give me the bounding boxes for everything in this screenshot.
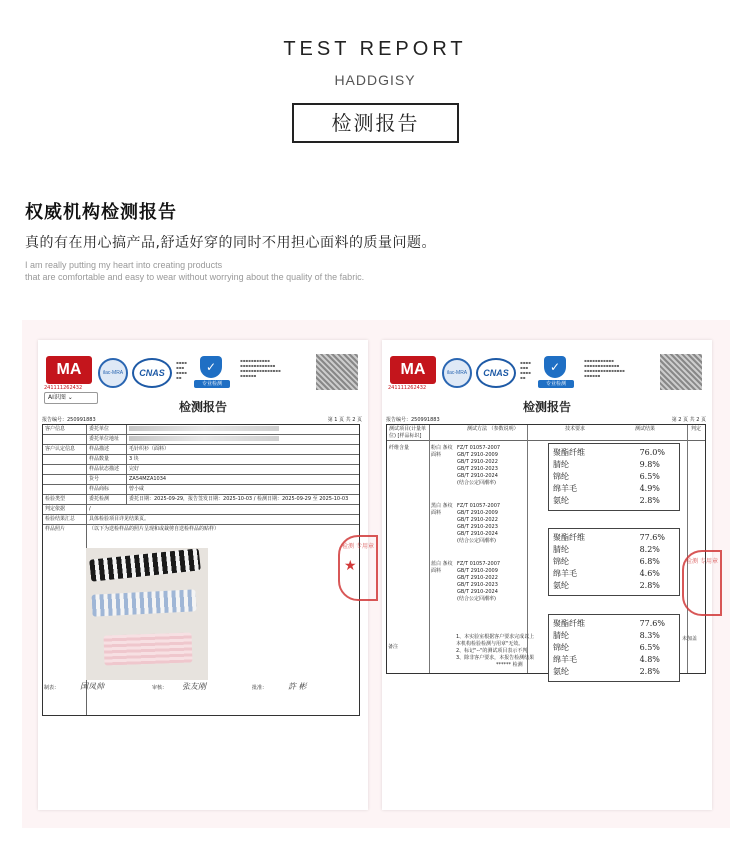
page-number: 第 2 页 共 2 页 [671, 417, 706, 423]
fiber-name: 绵羊毛 [553, 569, 577, 578]
standard-item: FZ/T 01057-2007 [457, 561, 501, 567]
section-banner: 检测报告 [292, 103, 459, 143]
result-row [553, 666, 675, 678]
report-page-1 [38, 340, 374, 810]
approved-by-label: 批准： [252, 685, 268, 691]
row-value: 委托日期：2025-09-29，报告签发日期：2025-10-03 / 检测日期：2025-09-29 至 2025-10-03 [129, 496, 349, 502]
end-mark: ****** 检测 [496, 662, 523, 668]
seal-star-icon: ★ [344, 558, 357, 574]
standard-item: GB/T 2910-2022 [457, 575, 498, 581]
check-shield-icon: ✓ [200, 356, 222, 378]
fiber-name: 氨纶 [553, 496, 569, 505]
result-box-3 [548, 614, 680, 682]
row-key: 样品照片 [43, 525, 87, 715]
standard-item: GB/T 2910-2022 [457, 517, 498, 523]
standard-item: GB/T 2910-2009 [457, 510, 498, 516]
page-number: 第 1 页 共 2 页 [327, 417, 362, 423]
fiber-percent: 9.8% [639, 460, 660, 469]
result-row [553, 495, 675, 507]
standard-item: FZ/T 01057-2007 [457, 503, 501, 509]
row-key [43, 475, 87, 484]
result-row [553, 532, 675, 544]
fiber-percent: 4.8% [639, 655, 660, 664]
standard-item: GB/T 2910-2023 [457, 524, 498, 530]
test-standards-list [457, 561, 527, 603]
fiber-name: 锦纶 [553, 643, 569, 652]
row-key [43, 435, 87, 444]
row-value: 3 块 [129, 456, 139, 462]
standard-item: FZ/T 01057-2007 [457, 445, 501, 451]
standard-item: GB/T 2910-2009 [457, 568, 498, 574]
reviewed-by-signature: 张友刚 [182, 682, 206, 691]
table-row [43, 495, 359, 505]
fiber-percent: 6.5% [639, 643, 660, 652]
reviewed-by-label: 审核： [152, 685, 168, 691]
column-header: 测试项目(计量单位) [样品标识] [389, 426, 426, 439]
sample-color-label: 黑白 条纹 面料 [431, 503, 453, 516]
fiber-percent: 8.3% [639, 631, 660, 640]
standard-item: (结合公定回潮率) [457, 538, 496, 544]
standard-item: GB/T 2910-2022 [457, 459, 498, 465]
sample-photo [86, 548, 208, 680]
row-value: ZA54MZA1034 [129, 476, 167, 482]
row-subkey: 样品状态描述 [87, 465, 127, 474]
official-seal-stamp: 检测 专用章 [682, 550, 722, 616]
cma-number: 241111262432 [44, 385, 83, 391]
result-row [553, 568, 675, 580]
row-subkey: 委托单位 [87, 425, 127, 434]
fiber-name: 锦纶 [553, 557, 569, 566]
standard-item: (结合公定回潮率) [457, 480, 496, 486]
standard-item: GB/T 2910-2024 [457, 589, 498, 595]
row-value: 毛针织衫（面料） [129, 446, 170, 452]
note-item: 3、除非客户要求，本报告检测结果 [456, 655, 535, 661]
fiber-name: 聚酯纤维 [553, 533, 585, 542]
redacted-value [127, 425, 359, 434]
row-value: / [89, 506, 91, 512]
row-value: 曾小咸 [129, 486, 145, 492]
row-subkey: 样品数量 [87, 455, 127, 464]
prepared-by-label: 制表： [44, 685, 60, 691]
fiber-percent: 6.5% [639, 472, 660, 481]
certification-logos [388, 352, 708, 392]
fiber-percent: 4.6% [639, 569, 660, 578]
section-description: 真的有在用心搞产品,舒适好穿的同时不用担心面料的质量问题。 [25, 235, 436, 251]
standard-item: GB/T 2910-2024 [457, 473, 498, 479]
cma-number: 241111262432 [388, 385, 427, 391]
column-header: 判定 [691, 426, 702, 432]
row-subkey: 样品商标 [87, 485, 127, 494]
fiber-percent: 4.9% [639, 484, 660, 493]
ilac-mra-logo [442, 358, 472, 388]
result-row [553, 447, 675, 459]
result-row [553, 642, 675, 654]
fiber-name: 聚酯纤维 [553, 448, 585, 457]
row-subkey: 委托单位地址 [87, 435, 127, 444]
accreditation-fine-print: ▪▪▪▪ ▪▪▪ ▪▪▪▪ ▪▪ [176, 360, 187, 380]
sample-color-label: 蓝白 条纹 面料 [431, 561, 453, 574]
ilac-mra-label: ilac-MRA [102, 370, 124, 376]
report-title: 检测报告 [178, 400, 227, 414]
result-row [553, 556, 675, 568]
column-header: 技术要求 [565, 426, 586, 432]
fiber-percent: 8.2% [639, 545, 660, 554]
table-row [43, 465, 359, 475]
section-english-line-2: that are comfortable and easy to wear without worrying about the quality of the fabric. [25, 272, 365, 282]
ai-recognize-button[interactable]: AI识图 ⌄ [44, 392, 98, 404]
table-row [43, 435, 359, 445]
qr-code-image [660, 354, 702, 390]
row-key: 检验类型 [43, 495, 87, 504]
fiber-name: 氨纶 [553, 581, 569, 590]
table-row [43, 475, 359, 485]
test-standards-list [457, 445, 527, 487]
ilac-mra-logo [98, 358, 128, 388]
table-header-row [387, 425, 705, 441]
row-value: 完好 [129, 466, 140, 472]
test-item-label: 纤维含量 [389, 445, 410, 451]
lab-contact-fine-print: ▪▪▪▪▪▪▪▪▪▪▪ ▪▪▪▪▪▪▪▪▪▪▪▪▪ ▪▪▪▪▪▪▪▪▪▪▪▪▪▪▪ ▪▪▪▪▪▪ [584, 358, 625, 378]
fiber-percent: 76.0% [639, 448, 665, 457]
column-header: 测试结果 [635, 426, 656, 432]
shield-label: 专业检测 [194, 380, 230, 388]
result-row [553, 580, 675, 592]
fiber-name: 氨纶 [553, 667, 569, 676]
result-box-2 [548, 528, 680, 596]
cnas-logo: CNAS [476, 358, 516, 388]
standard-item: GB/T 2910-2023 [457, 582, 498, 588]
row-subkey: 货号 [87, 475, 127, 484]
check-shield-icon: ✓ [544, 356, 566, 378]
table-row [43, 445, 359, 455]
result-row [553, 654, 675, 666]
note-tail: 未加盖 [682, 636, 698, 642]
cnas-logo: CNAS [132, 358, 172, 388]
report-number: 报告编号：250991883 [386, 417, 440, 423]
qr-code-image [316, 354, 358, 390]
table-row [43, 505, 359, 515]
redacted-value [127, 435, 359, 444]
standard-item: GB/T 2910-2009 [457, 452, 498, 458]
table-row [43, 485, 359, 495]
test-standards-list [457, 503, 527, 545]
ilac-mra-label: ilac-MRA [446, 370, 468, 376]
official-seal-stamp: 检测 专用章 [338, 535, 378, 601]
row-key [43, 465, 87, 474]
row-subkey: 样品描述 [87, 445, 127, 454]
prepared-by-signature: 国凤帅 [80, 682, 104, 691]
standard-item: GB/T 2910-2023 [457, 466, 498, 472]
fiber-name: 绵羊毛 [553, 655, 577, 664]
notes-list [456, 634, 556, 669]
fiber-percent: 2.8% [639, 496, 660, 505]
table-row [43, 515, 359, 525]
note-item: 1、本实验室根据客户要求完成以上 [456, 634, 535, 640]
sample-color-label: 粉白 条纹 面料 [431, 445, 453, 458]
approved-by-signature: 許 彬 [288, 682, 307, 691]
fiber-percent: 2.8% [639, 581, 660, 590]
result-row [553, 630, 675, 642]
row-value: 具体检验项目详见结果页。 [89, 516, 150, 522]
report-title: 检测报告 [522, 400, 571, 414]
note-item: 本机构检验检测与用章"无效。 [456, 641, 524, 647]
cma-logo: MA [46, 356, 92, 384]
page-header-title: TEST REPORT [283, 38, 467, 60]
accreditation-fine-print: ▪▪▪▪ ▪▪▪ ▪▪▪▪ ▪▪ [520, 360, 531, 380]
column-header: 测试方法 （参数说明） [467, 426, 519, 432]
row-value: （以下为送检样品的照片呈现和或裁剪自送检样品的贴样） [89, 526, 220, 532]
row-key: 判定依据 [43, 505, 87, 514]
result-row [553, 459, 675, 471]
page-header-subtitle: HADDGISY [334, 72, 416, 88]
shield-label: 专业检测 [538, 380, 574, 388]
notes-label: 备注 [388, 644, 399, 650]
standard-item: (结合公定回潮率) [457, 596, 496, 602]
section-title: 权威机构检测报告 [25, 202, 177, 223]
row-key [43, 455, 87, 464]
table-row [43, 425, 359, 435]
report-number: 报告编号：250991883 [42, 417, 96, 423]
row-key: 客户信息 [43, 425, 87, 434]
blue-white-stripe-swatch [91, 589, 196, 616]
note-item: 2、标记"--"的测试项目表示不判 [456, 648, 528, 654]
fiber-percent: 2.8% [639, 667, 660, 676]
fiber-name: 聚酯纤维 [553, 619, 585, 628]
lab-contact-fine-print: ▪▪▪▪▪▪▪▪▪▪▪ ▪▪▪▪▪▪▪▪▪▪▪▪▪ ▪▪▪▪▪▪▪▪▪▪▪▪▪▪▪ ▪▪▪▪▪▪ [240, 358, 281, 378]
row-subkey: 委托检测 [87, 495, 127, 504]
fiber-name: 绵羊毛 [553, 484, 577, 493]
certification-logos [44, 352, 364, 392]
report-page-2 [382, 340, 718, 810]
result-row [553, 471, 675, 483]
result-row [553, 544, 675, 556]
fiber-percent: 77.6% [639, 619, 665, 628]
result-box-1 [548, 443, 680, 511]
section-english-line-1: I am really putting my heart into creating products [25, 260, 223, 270]
pink-white-stripe-swatch [104, 632, 193, 665]
fiber-percent: 6.8% [639, 557, 660, 566]
result-row [553, 618, 675, 630]
fiber-name: 腈纶 [553, 631, 569, 640]
row-key [43, 485, 87, 494]
row-key: 客户认定信息 [43, 445, 87, 454]
fiber-name: 锦纶 [553, 472, 569, 481]
fiber-name: 腈纶 [553, 545, 569, 554]
fiber-percent: 77.6% [639, 533, 665, 542]
black-white-stripe-swatch [89, 548, 201, 581]
fiber-name: 腈纶 [553, 460, 569, 469]
row-key: 检验结果汇总 [43, 515, 87, 524]
column-divider [429, 425, 430, 673]
table-row [43, 455, 359, 465]
result-row [553, 483, 675, 495]
standard-item: GB/T 2910-2024 [457, 531, 498, 537]
cma-logo: MA [390, 356, 436, 384]
